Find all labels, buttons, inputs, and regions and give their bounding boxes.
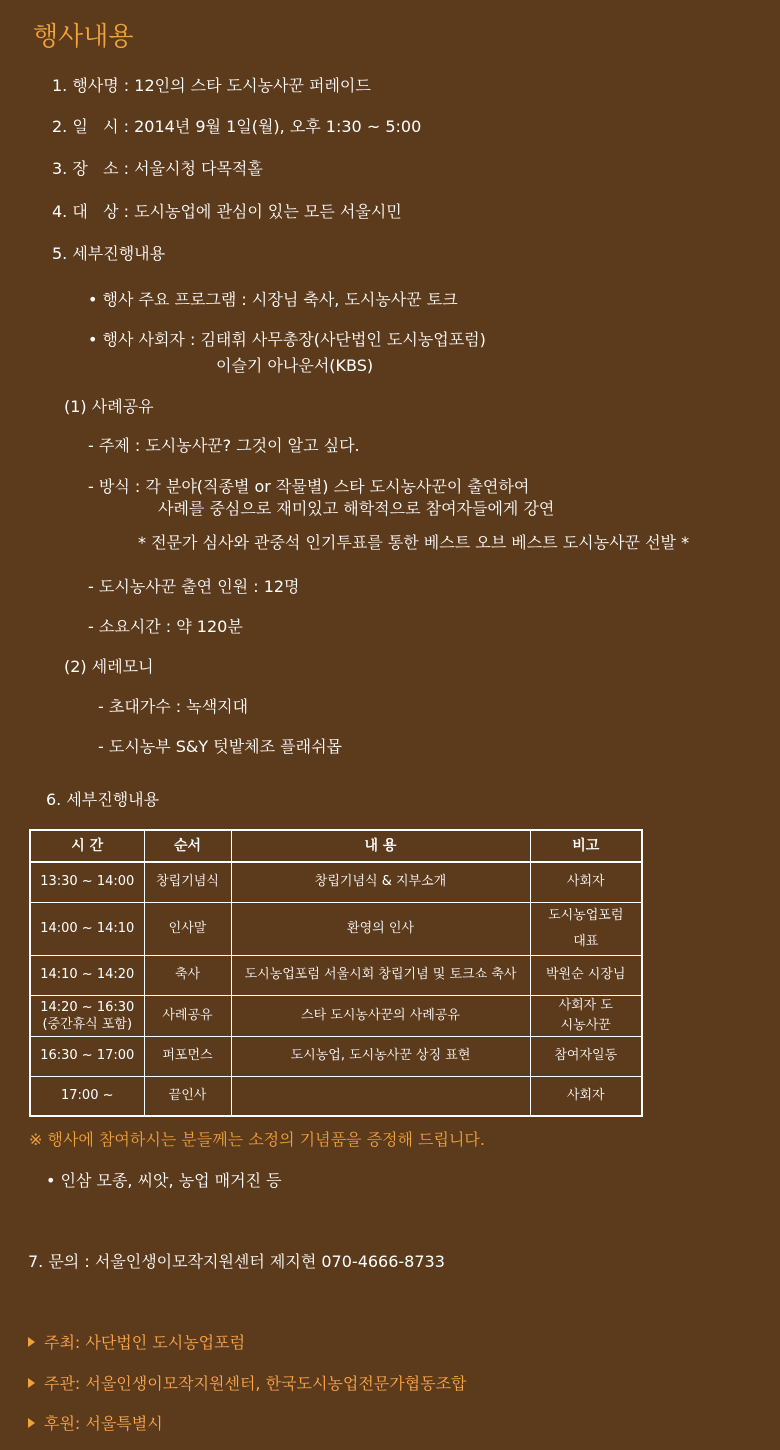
- item6-heading: 6. 세부진행내용: [46, 790, 160, 809]
- triangle-bullet-icon: [28, 1337, 35, 1347]
- gift-notice: ※ 행사에 참여하시는 분들께는 소정의 기념품을 증정해 드립니다.: [29, 1130, 485, 1149]
- item-event-name: 1. 행사명 : 12인의 스타 도시농사꾼 퍼레이드: [52, 76, 371, 95]
- cell-order: 퍼포먼스: [144, 1036, 231, 1076]
- table-row: [30, 995, 642, 1036]
- cell-content: 도시농업, 도시농사꾼 상징 표현: [231, 1036, 530, 1076]
- item-date: 2. 일 시 : 2014년 9월 1일(월), 오후 1:30 ~ 5:00: [52, 117, 422, 136]
- cell-time: 13:30 ~ 14:00: [30, 862, 144, 902]
- header-time: 시 간: [30, 830, 144, 862]
- cell-time: 14:00 ~ 14:10: [30, 902, 144, 955]
- item-venue: 3. 장 소 : 서울시청 다목적홀: [52, 159, 263, 178]
- cell-order: 축사: [144, 955, 231, 995]
- organizer-sponsor: [28, 1411, 163, 1434]
- header-content: 내 용: [231, 830, 530, 862]
- header-note: 비고: [530, 830, 642, 862]
- section1-heading: (1) 사례공유: [64, 397, 154, 416]
- section2-singer: - 초대가수 : 녹색지대: [98, 697, 249, 716]
- cell-time: 16:30 ~ 17:00: [30, 1036, 144, 1076]
- section1-method-cont: 사례를 중심으로 재미있고 해학적으로 참여자들에게 강연: [158, 499, 555, 518]
- table-row: [30, 955, 642, 995]
- cell-order: 끝인사: [144, 1076, 231, 1116]
- schedule-table: [29, 829, 643, 1117]
- item-details-heading: 5. 세부진행내용: [52, 244, 166, 263]
- table-row: [30, 1036, 642, 1076]
- organizer-organized-text: 주관: 서울인생이모작지원센터, 한국도시농업전문가협동조합: [44, 1374, 467, 1393]
- section2-heading: (2) 세레모니: [64, 657, 154, 676]
- table-row: [30, 862, 642, 902]
- cell-content: 창립기념식 & 지부소개: [231, 862, 530, 902]
- organizer-sponsor-text: 후원: 서울특별시: [44, 1414, 163, 1433]
- table-row: [30, 1076, 642, 1116]
- organizer-organized: [28, 1371, 467, 1394]
- triangle-bullet-icon: [28, 1378, 35, 1388]
- organizer-host-text: 주최: 사단법인 도시농업포럼: [44, 1333, 246, 1352]
- table-row: [30, 902, 642, 955]
- gift-list: • 인삼 모종, 씨앗, 농업 매거진 등: [46, 1171, 282, 1190]
- item-target: 4. 대 상 : 도시농업에 관심이 있는 모든 서울시민: [52, 202, 402, 221]
- page-title: 행사내용: [33, 22, 134, 52]
- cell-content: 스타 도시농사꾼의 사례공유: [231, 995, 530, 1036]
- cell-order: 창립기념식: [144, 862, 231, 902]
- cell-order: 사례공유: [144, 995, 231, 1036]
- organizer-host: [28, 1330, 245, 1353]
- cell-time: 14:10 ~ 14:20: [30, 955, 144, 995]
- section1-topic: - 주제 : 도시농사꾼? 그것이 알고 싶다.: [88, 436, 360, 455]
- bullet-host: • 행사 사회자 : 김태휘 사무총장(사단법인 도시농업포럼): [88, 330, 486, 349]
- bullet-program: • 행사 주요 프로그램 : 시장님 축사, 도시농사꾼 토크: [88, 290, 458, 309]
- cell-content: [231, 1076, 530, 1116]
- section2-flashmob: - 도시농부 S&Y 텃밭체조 플래쉬몹: [98, 737, 342, 756]
- cell-content: 환영의 인사: [231, 902, 530, 955]
- cell-content: 도시농업포럼 서울시회 창립기념 및 토크쇼 축사: [231, 955, 530, 995]
- triangle-bullet-icon: [28, 1418, 35, 1428]
- cell-note: 사회자: [530, 862, 642, 902]
- cell-note: 박원순 시장님: [530, 955, 642, 995]
- cell-note: 사회자 도시농사꾼: [530, 995, 642, 1036]
- cell-time: 17:00 ~: [30, 1076, 144, 1116]
- table-header-row: [30, 830, 642, 862]
- cell-note: 사회자: [530, 1076, 642, 1116]
- section1-method: - 방식 : 각 분야(직종별 or 작물별) 스타 도시농사꾼이 출연하여: [88, 477, 530, 496]
- header-order: 순서: [144, 830, 231, 862]
- section1-count: - 도시농사꾼 출연 인원 : 12명: [88, 577, 300, 596]
- bullet-host-second: 이슬기 아나운서(KBS): [216, 356, 374, 375]
- cell-note: 참여자일동: [530, 1036, 642, 1076]
- cell-time: 14:20 ~ 16:30 (중간휴식 포함): [30, 995, 144, 1036]
- section1-duration: - 소요시간 : 약 120분: [88, 617, 243, 636]
- cell-note: 도시농업포럼 대표: [530, 902, 642, 955]
- section1-selection-note: * 전문가 심사와 관중석 인기투표를 통한 베스트 오브 베스트 도시농사꾼 선발 *: [138, 533, 690, 552]
- cell-order: 인사말: [144, 902, 231, 955]
- contact-info: 7. 문의 : 서울인생이모작지원센터 제지현 070-4666-8733: [28, 1252, 445, 1271]
